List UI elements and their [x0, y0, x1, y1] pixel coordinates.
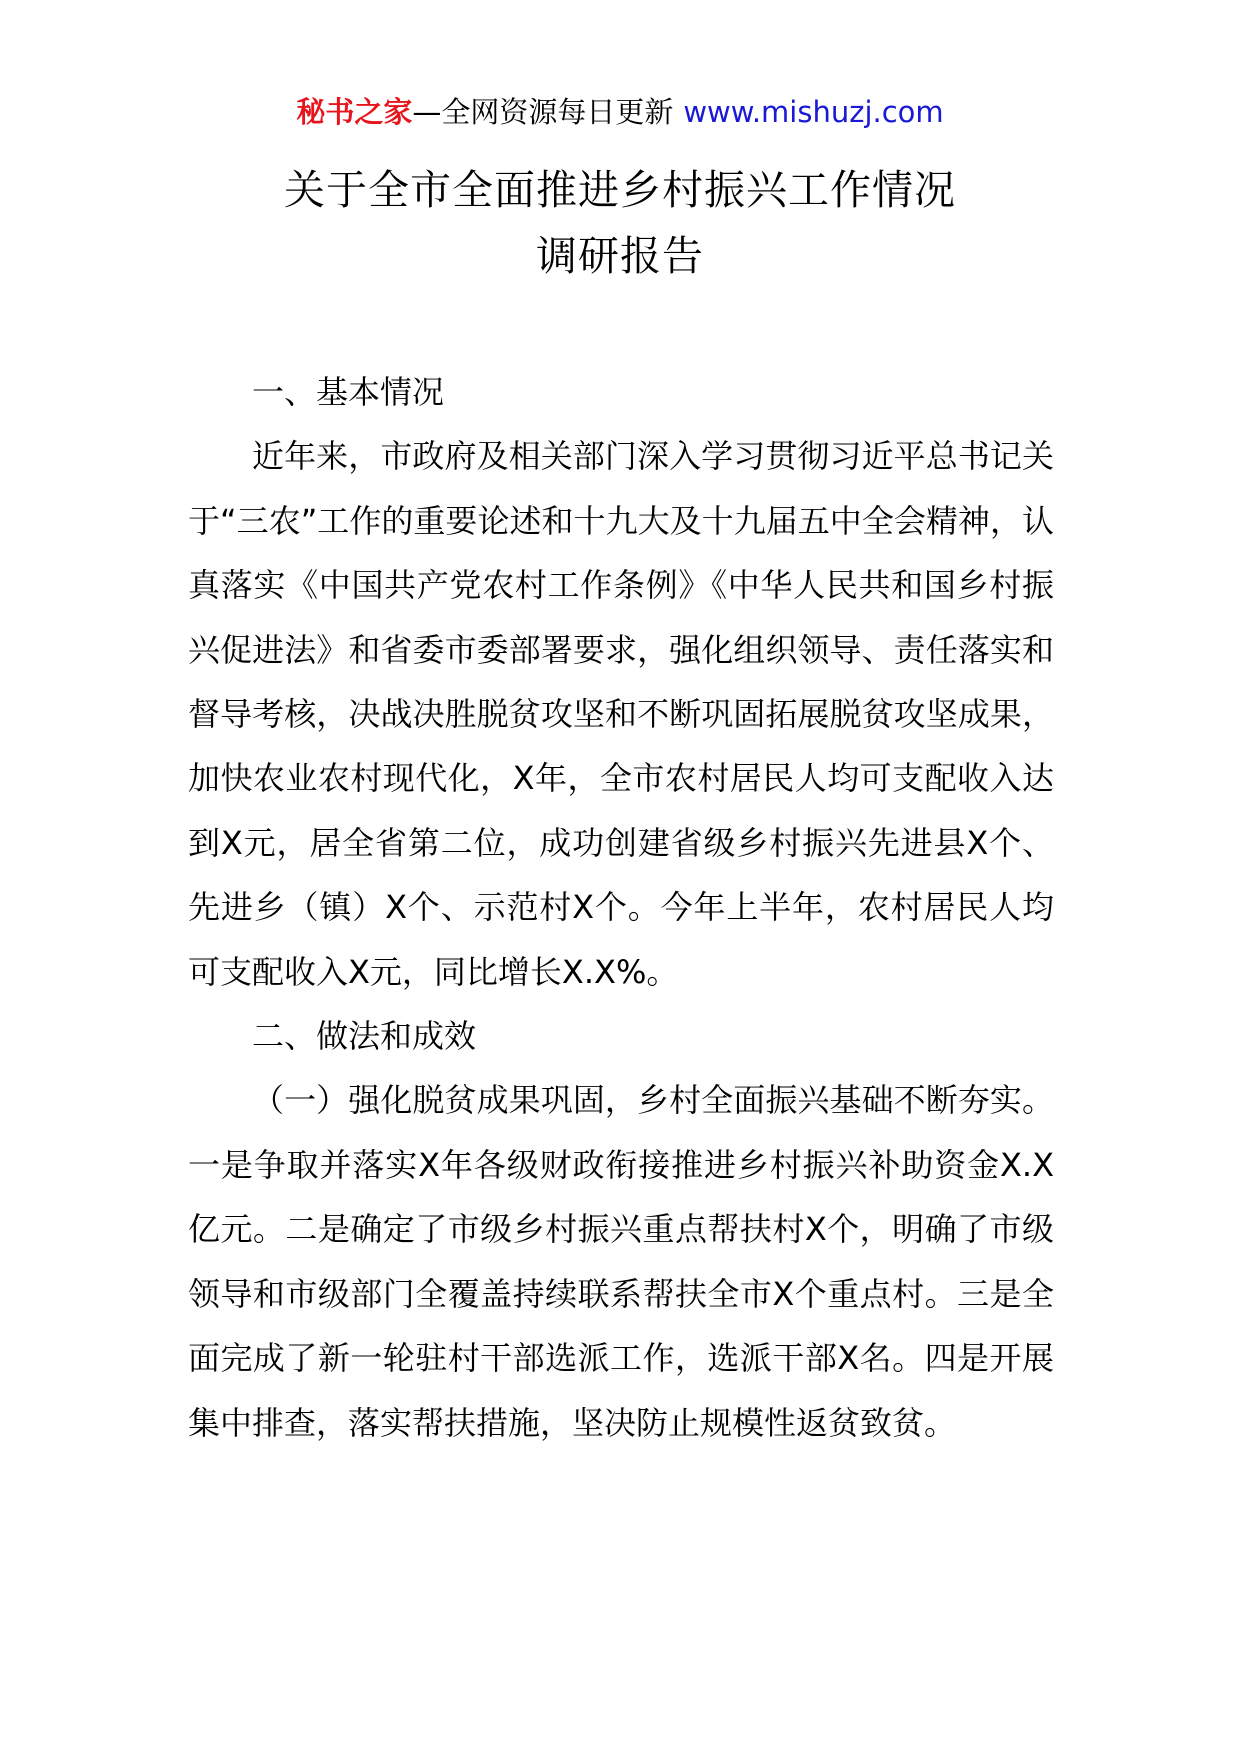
site-header — [0, 92, 1240, 132]
site-brand: 秘书之家 — [296, 95, 413, 129]
body-paragraph-measures: （一）强化脱贫成果巩固，乡村全面振兴基础不断夯实。一是争取并落实X年各级财政衔接推进乡村振兴补助资金X.X亿元。二是确定了市级乡村振兴重点帮扶村X个，明确了市级领导和市级部门全覆盖持续联系帮扶全市X个重点村。三是全面完成了新一轮驻村干部选派工作，选派干部X名。四是开展集中排查，落实帮扶措施，坚决防止规模性返贫致贫。 — [188, 1081, 1054, 1442]
body-paragraph-basic: 近年来，市政府及相关部门深入学习贯彻习近平总书记关于“三农”工作的重要论述和十九大及十九届五中全会精神，认真落实《中国共产党农村工作条例》《中华人民共和国乡村振兴促进法》和省委市委部署要求，强化组织领导、责任落实和督导考核，决战决胜脱贫攻坚和不断巩固拓展脱贫攻坚成果，加快农业农村现代化，X年，全市农村居民人均可支配收入达到X元，居全省第二位，成功创建省级乡村振兴先进县X个、先进乡（镇）X个、示范村X个。今年上半年，农村居民人均可支配收入X元，同比增长X.X%。 — [188, 437, 1054, 991]
site-url-link[interactable]: www.mishuzj.com — [683, 95, 944, 129]
section-heading-basic: 一、基本情况 — [252, 373, 445, 411]
document-title-line-1: 关于全市全面推进乡村振兴工作情况 — [284, 166, 956, 214]
section-heading-measures: 二、做法和成效 — [252, 1017, 477, 1056]
site-tagline: —全网资源每日更新 — [412, 95, 674, 129]
document-body — [188, 360, 1054, 1455]
document-title-line-2: 调研报告 — [536, 232, 704, 280]
